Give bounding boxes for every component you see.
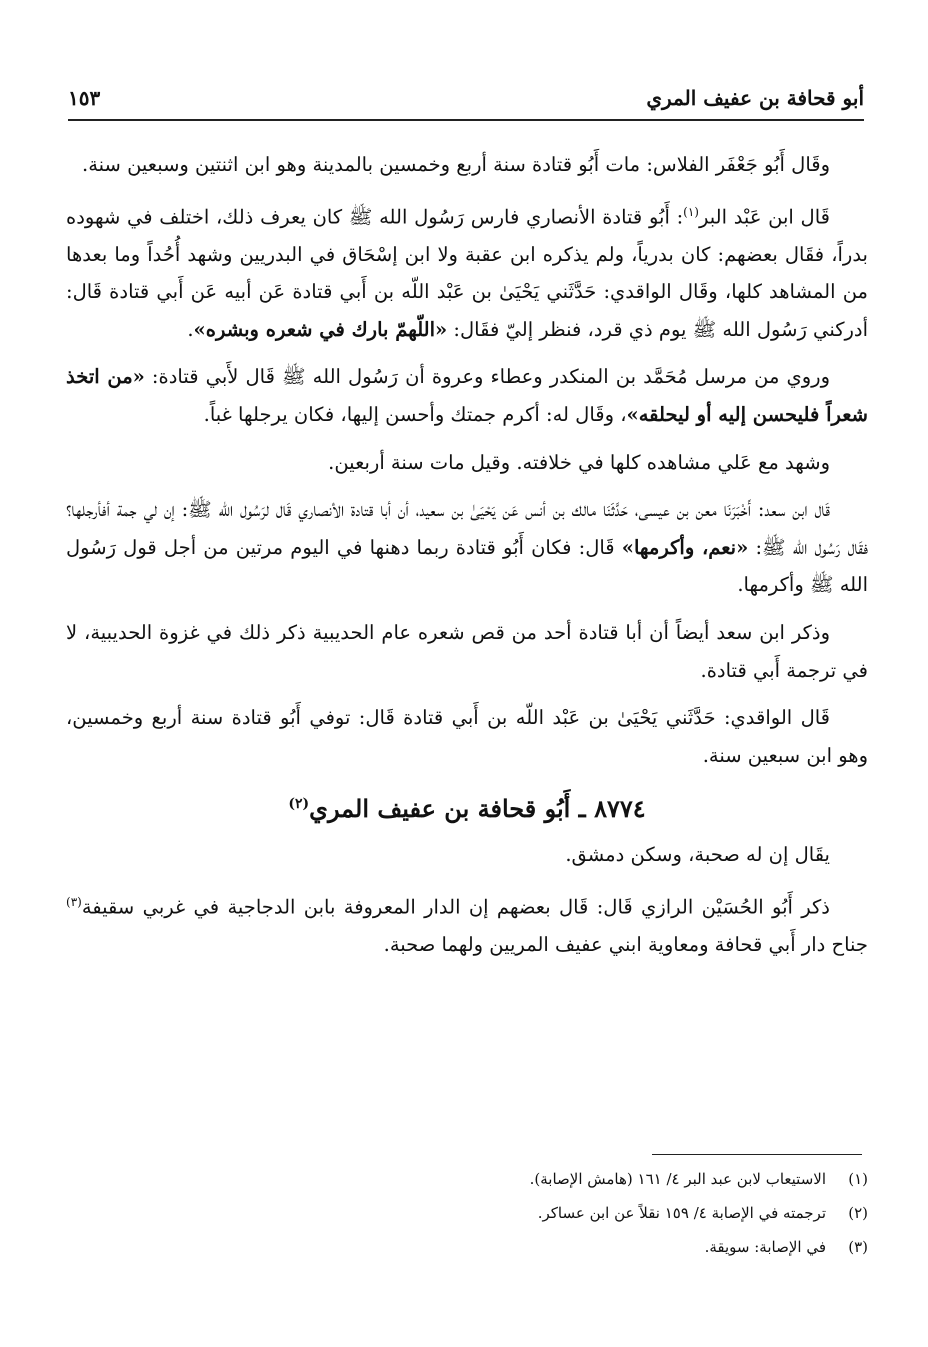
hadith-quote: «من اتخذ شعراً فليحسن إليه أو ليحلقه» [66,365,868,427]
entry-heading: ٨٧٧٤ ـ أَبُو قحافة بن عفيف المري$^{(٢)}$ [288,794,646,824]
paragraph: ذكر أَبُو الحُسَيْن الرازي قَال: قَال بعضهم إن الدار المعروفة بابن الدجاجية في غربي سقيفة$^{(٣)}$ جناح دار أَبي قحافة ومعاوية ابني عفيف المريين ولهما صحبة. [66,894,868,956]
footnote-text: ترجمته في الإصابة ٤/ ١٥٩ نقلاً عن ابن عساكر. [537,1204,826,1222]
hadith-quote: «اللّهمّ بارك في شعره وبشره» [193,317,448,341]
paragraph: وذكر ابن سعد أيضاً أن أبا قتادة أحد من قص شعره عام الحديبية ذكر ذلك في غزوة الحديبية، لا في ترجمة أَبي قتادة. [66,621,868,682]
footnote-rule [652,1154,862,1155]
footnote [260,1230,868,1264]
hadith-quote: «نعم، وأكرمها» [621,535,749,559]
footnote-ref: (٢) [288,796,310,813]
header-rule [68,119,864,121]
page-header [68,74,864,110]
footnote-text: في الإصابة: سويقة. [704,1238,826,1256]
paragraph: وقَال أَبُو جَعْفَر الفلاس: مات أَبُو قتادة سنة أربع وخمسين بالمدينة وهو ابن اثنتين وسبعين سنة. [82,153,830,176]
footnote-ref: (١) [683,204,699,219]
paragraph: قَال ابن سعد: أَخْبَرَنَا معن بن عيسى، حَدَّثَنَا مالك بن أنس عَن يَحْيَىٰ بن سعيد، أن أبا قتادة الأنصاري قَال لرَسُول الله ﷺ: إن لي جمة أفأرجلها؟ فقَال رَسُول الله ﷺ: «نعم، وأكرمها» قَال: فكان أَبُو قتادة ربما دهنها في اليوم مرتين من أجل قول رَسُول الله ﷺ وأكرمها. [66,498,868,597]
paragraph: قَال ابن عَبْد البر$^{(١)}$: أَبُو قتادة الأنصاري فارس رَسُول الله ﷺ كان يعرف ذلك، اختلف في شهوده بدراً، فقَال بعضهم: كان بدرياً، ولم يذكره ابن عقبة ولا ابن إسْحَاق في البدريين وشهد أُحُداً وما بعدها من المشاهد كلها، وقَال الواقدي: حَدَّثَني يَحْيَىٰ بن عَبْد اللّه بن أَبي قتادة عَن أبيه عَن أَبي قتادة قَال: أدركني رَسُول الله ﷺ يوم ذي قرد، فنظر إليّ فقَال: «اللّهمّ بارك في شعره وبشره». [66,204,868,341]
main-text [66,146,868,973]
footnote-ref: (٣) [66,894,82,909]
paragraph: وشهد مع عَلي مشاهده كلها في خلافته. وقيل مات سنة أربعين. [328,450,830,474]
footnote [260,1162,868,1196]
footnote-number: (٢) [848,1204,868,1222]
footnote-text: الاستيعاب لابن عبد البر ٤/ ١٦١ (هامش الإصابة). [529,1170,826,1188]
footnote-number: (١) [848,1170,868,1188]
footnotes [260,1162,868,1264]
paragraph: وروي من مرسل مُحَمَّد بن المنكدر وعطاء وعروة أن رَسُول الله ﷺ قَال لأَبي قتادة: «من اتخذ شعراً فليحسن إليه أو ليحلقه»، وقَال له: أكرم جمتك وأحسن إليها، فكان يرجلها غباً. [66,365,868,427]
running-title: أبو قحافة بن عفيف المري [646,86,864,110]
footnote-number: (٣) [848,1238,868,1256]
paragraph: يقَال إن له صحبة، وسكن دمشق. [565,843,830,866]
page-number: ١٥٣ [68,86,101,110]
footnote [260,1196,868,1230]
paragraph: قَال الواقدي: حَدَّثَني يَحْيَىٰ بن عَبْد اللّه بن أَبي قتادة قَال: توفي أَبُو قتادة سنة أربع وخمسين، وهو ابن سبعين سنة. [66,706,868,767]
